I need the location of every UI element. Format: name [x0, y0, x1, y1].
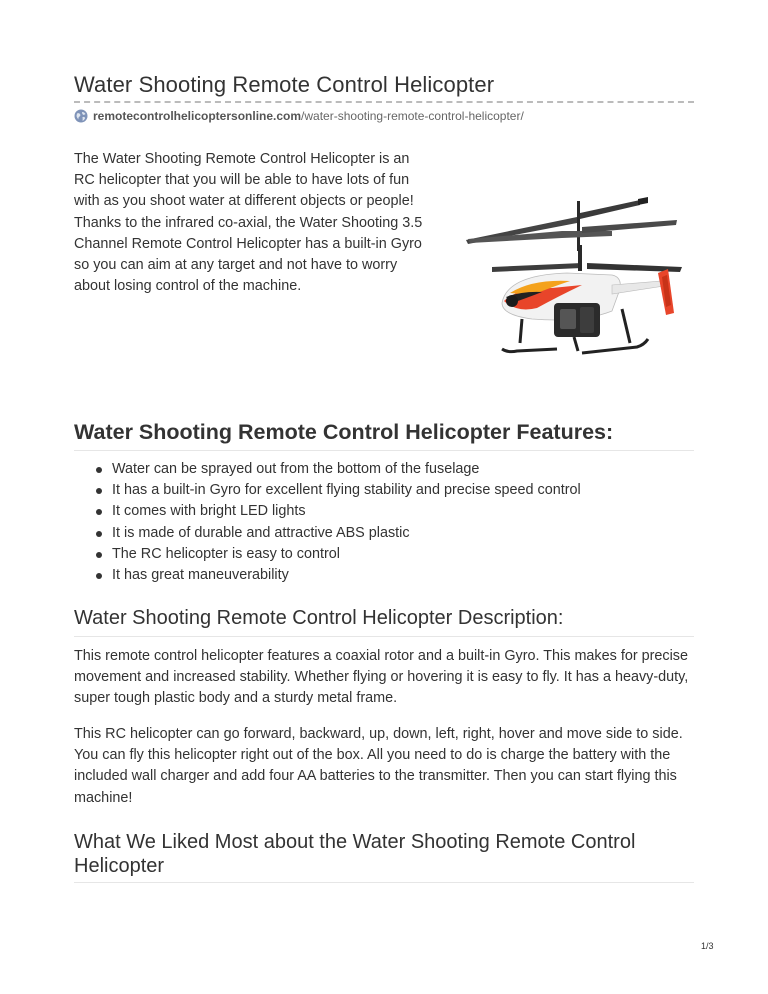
intro-paragraph: The Water Shooting Remote Control Helicopter is an RC helicopter that you will be able to have lots of fun with as you shoot water at different objects or people! Thanks to the infrared co-axial, the Water Shooting 3.5 Channel Remote Control Helicopter has a built-in Gyro so you can aim at any target and not have to worry about losing control of the machine.: [74, 151, 423, 295]
liked-heading: What We Liked Most about the Water Shooting Remote Control Helicopter: [74, 831, 636, 877]
list-item: It has great maneuverability: [112, 565, 581, 586]
description-paragraph-1: This remote control helicopter features a coaxial rotor and a built-in Gyro. This makes for precise movement and increased stability. Whether flying or hovering it is easy to fly. It has a heavy-duty, super tough plastic body and a sturdy metal frame.: [74, 648, 689, 707]
page-title: Water Shooting Remote Control Helicopter: [74, 72, 495, 97]
features-list: [112, 459, 581, 586]
description-heading-rule: [74, 636, 694, 637]
helicopter-image: [462, 193, 682, 358]
title-divider: [74, 101, 694, 103]
features-heading: Water Shooting Remote Control Helicopter Features:: [74, 420, 614, 444]
list-item: It comes with bright LED lights: [112, 501, 581, 522]
page-number: 1/3: [701, 941, 714, 951]
description-heading: Water Shooting Remote Control Helicopter Description:: [74, 607, 564, 629]
liked-heading-rule: [74, 882, 694, 883]
description-paragraph-2: This RC helicopter can go forward, backward, up, down, left, right, hover and move side to side. You can fly this helicopter right out of the box. All you need to do is charge the battery with the included wall charger and add four AA batteries to the transmitter. Then you can start flying this machine!: [74, 726, 683, 806]
source-url[interactable]: [74, 109, 524, 123]
list-item: Water can be sprayed out from the bottom of the fuselage: [112, 459, 581, 480]
features-heading-rule: [74, 450, 694, 451]
list-item: It has a built-in Gyro for excellent flying stability and precise speed control: [112, 480, 581, 501]
source-domain: remotecontrolhelicoptersonline.com: [93, 109, 302, 123]
list-item: The RC helicopter is easy to control: [112, 544, 581, 565]
globe-icon: [74, 109, 88, 123]
list-item: It is made of durable and attractive ABS plastic: [112, 523, 581, 544]
source-path: /water-shooting-remote-control-helicopter/: [301, 109, 524, 123]
